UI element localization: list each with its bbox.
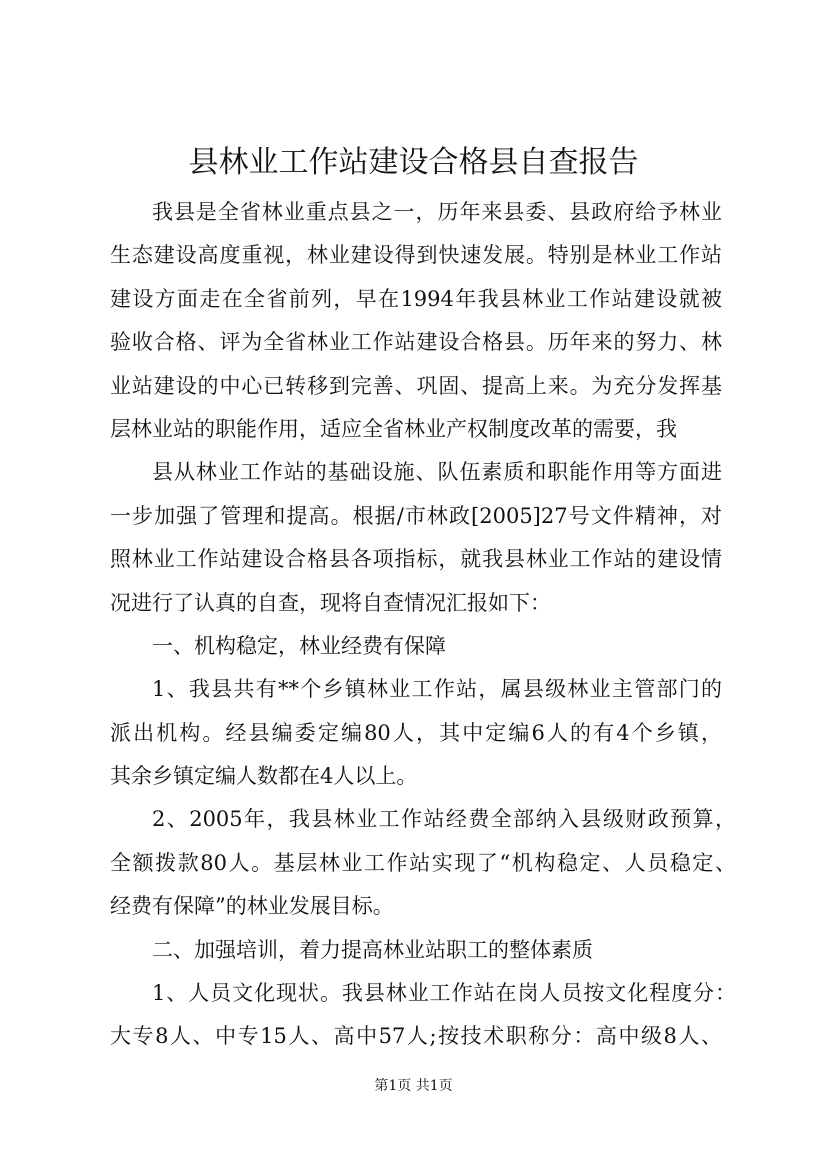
paragraph-line: 大专8人、中专15人、高中57人;按技术职称分：高中级8人、 (110, 1024, 722, 1049)
section-heading: 二、加强培训，着力提高林业站职工的整体素质 (152, 937, 593, 962)
paragraph-line: 照林业工作站建设合格县各项指标，就我县林业工作站的建设情 (110, 547, 722, 572)
document-title: 县林业工作站建设合格县自查报告 (188, 145, 639, 180)
paragraph-line: 层林业站的职能作用，适应全省林业产权制度改革的需要，我 (110, 416, 677, 441)
paragraph-line: 一步加强了管理和提高。根据/市林政[2005]27号文件精神，对 (110, 503, 722, 528)
page-number-footer: 第1页 共1页 (374, 1078, 453, 1094)
paragraph-line: 况进行了认真的自查，现将自查情况汇报如下： (110, 590, 551, 615)
paragraph-line: 生态建设高度重视，林业建设得到快速发展。特别是林业工作站 (110, 243, 722, 268)
document-body (110, 191, 736, 1059)
paragraph-line: 1、我县共有**个乡镇林业工作站，属县级林业主管部门的 (152, 677, 722, 702)
paragraph-line: 2、2005年，我县林业工作站经费全部纳入县级财政预算， (152, 807, 736, 832)
paragraph-line: 经费有保障”的林业发展目标。 (110, 894, 394, 919)
paragraph-line: 全额拨款80人。基层林业工作站实现了“机构稳定、人员稳定、 (110, 850, 736, 875)
paragraph-line: 验收合格、评为全省林业工作站建设合格县。历年来的努力、林 (110, 330, 722, 355)
paragraph-line: 1、人员文化现状。我县林业工作站在岗人员按文化程度分： (152, 981, 736, 1006)
paragraph-line: 其余乡镇定编人数都在4人以上。 (110, 764, 418, 789)
paragraph-line: 我县是全省林业重点县之一，历年来县委、县政府给予林业 (152, 200, 722, 224)
paragraph-line: 业站建设的中心已转移到完善、巩固、提高上来。为充分发挥基 (110, 373, 722, 398)
paragraph-line: 县从林业工作站的基础设施、队伍素质和职能作用等方面进 (152, 460, 722, 485)
paragraph-line: 建设方面走在全省前列，早在1994年我县林业工作站建设就被 (110, 286, 722, 311)
section-heading: 一、机构稳定，林业经费有保障 (152, 633, 446, 658)
paragraph-line: 派出机构。经县编委定编80人，其中定编6人的有4个乡镇， (110, 720, 722, 745)
